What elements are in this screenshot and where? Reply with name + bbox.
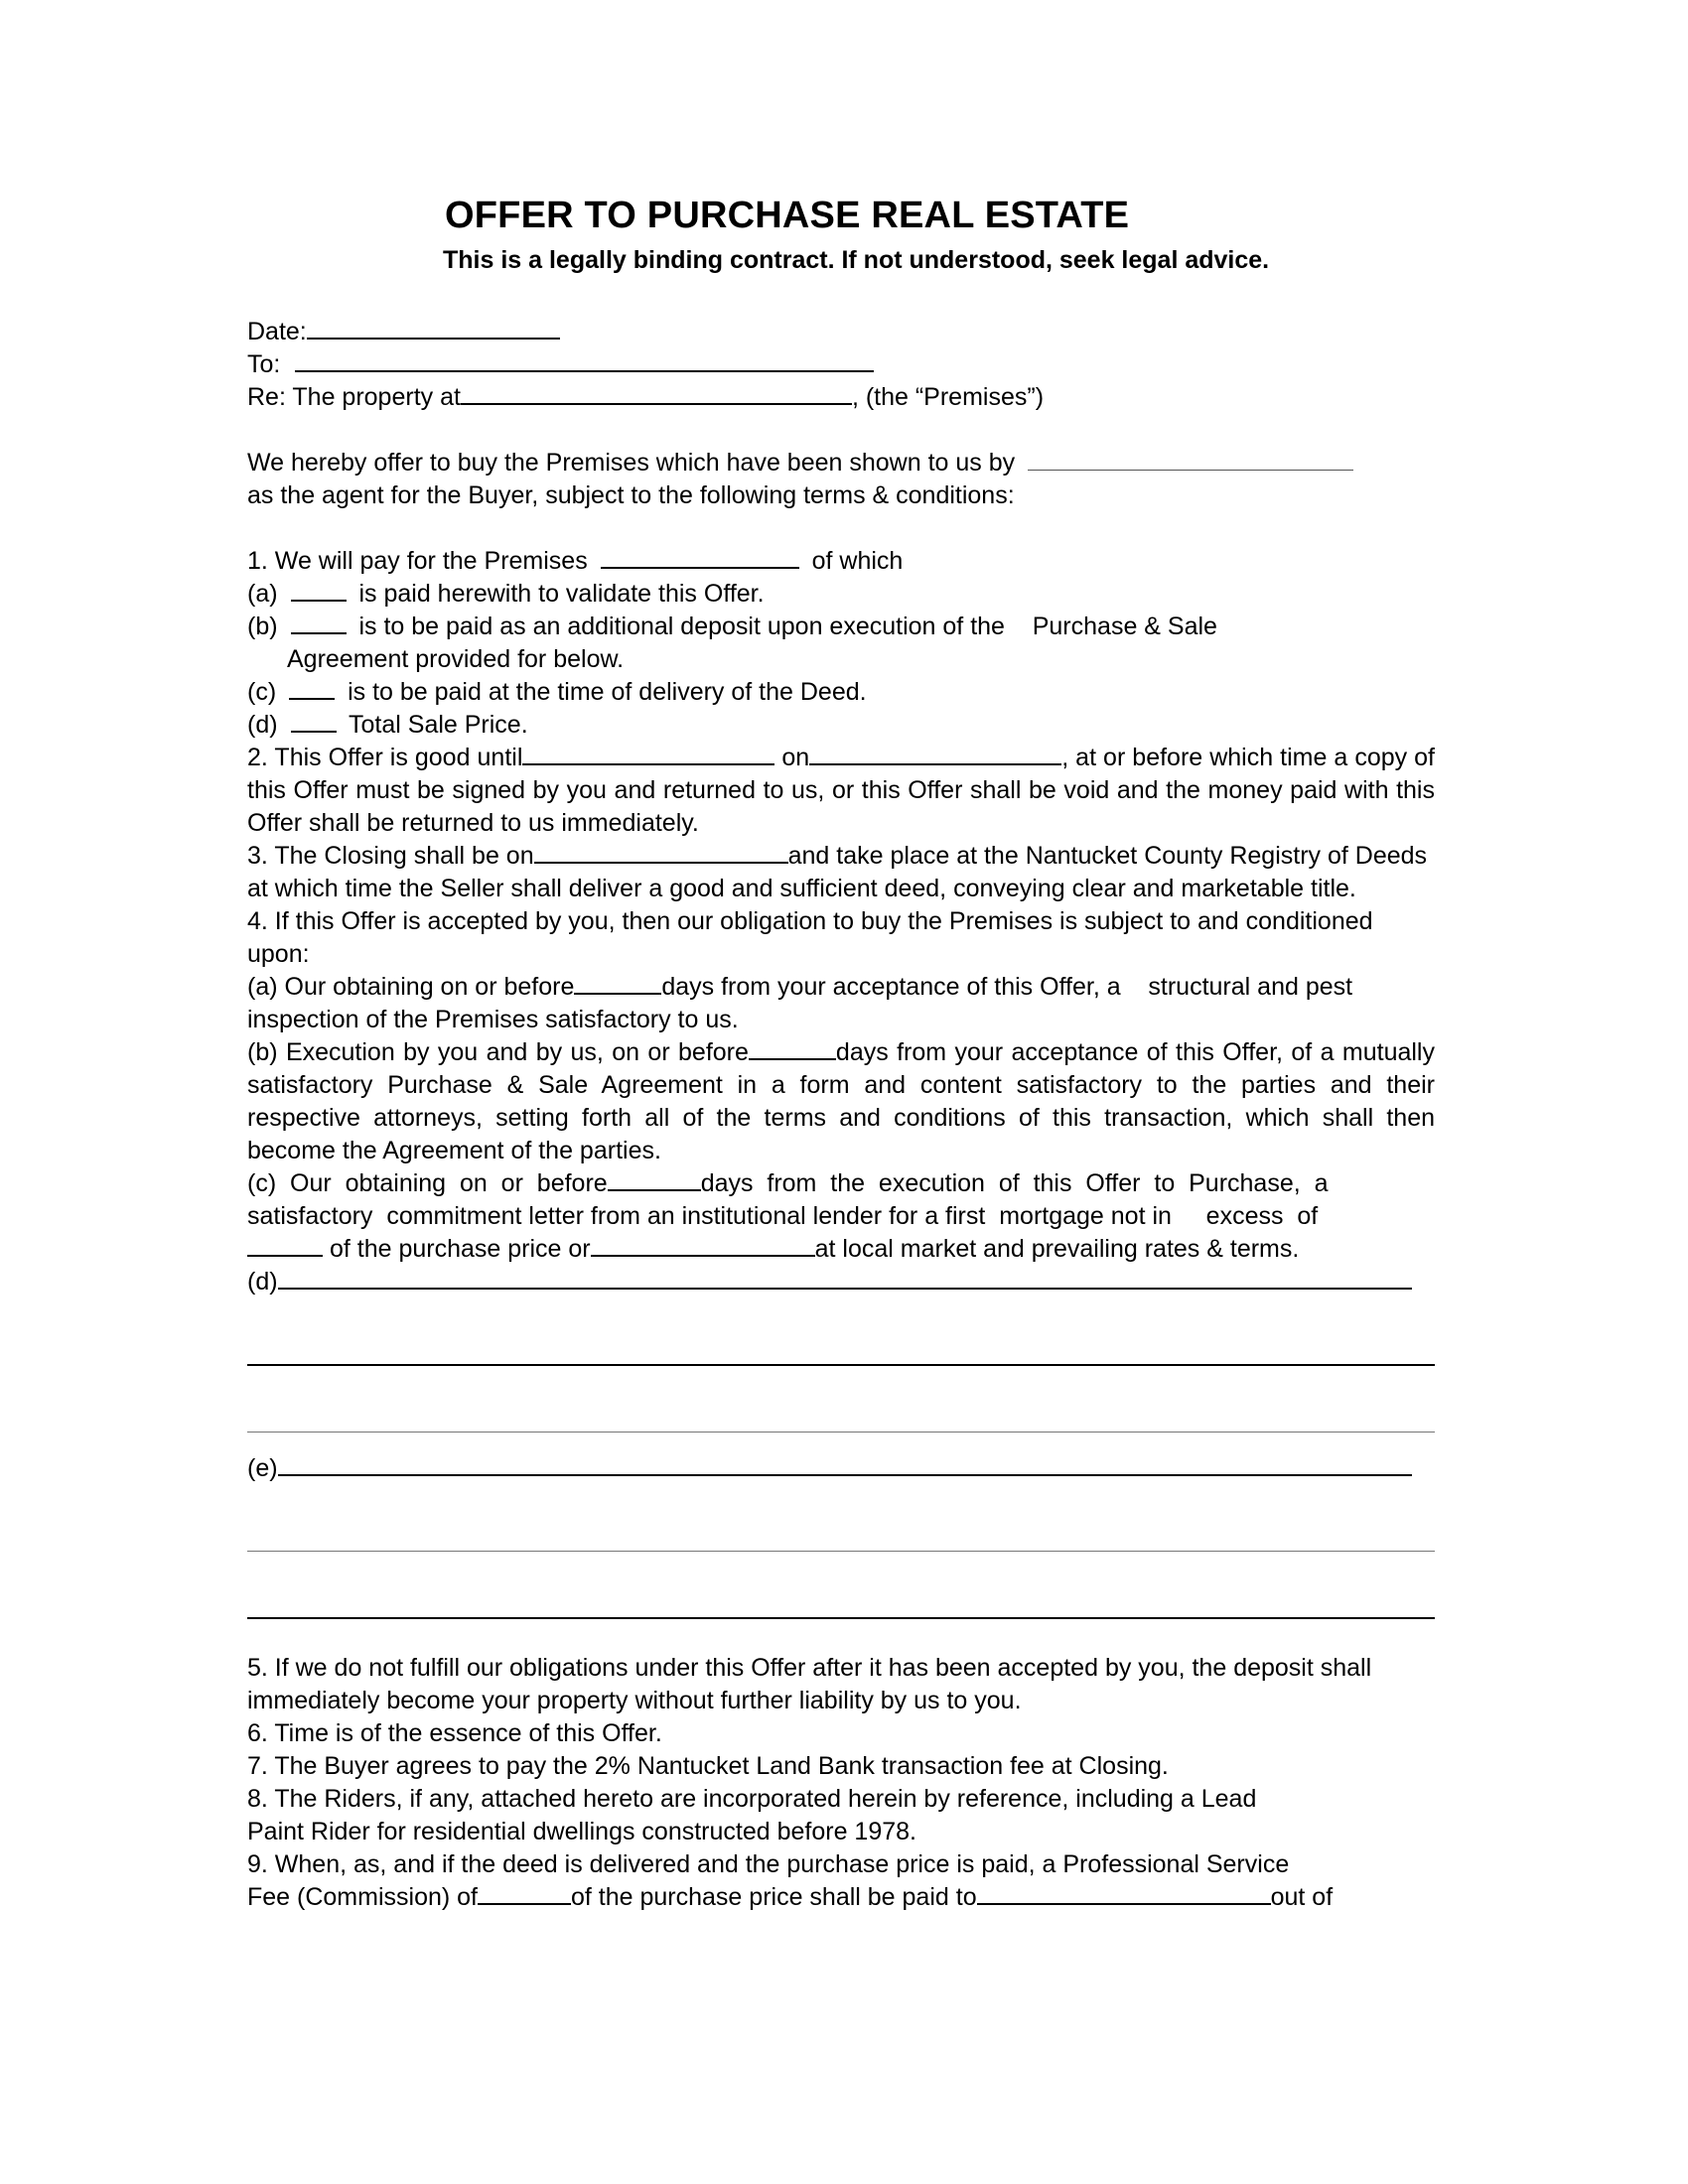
intro-text-1: We hereby offer to buy the Premises which have been shown to us by	[247, 449, 1016, 477]
mortgage-percent-field[interactable]	[247, 1255, 323, 1257]
term-1a-text: is paid herewith to validate this Offer.	[358, 580, 765, 608]
term-1a-label: (a)	[247, 580, 278, 608]
intro-line-2: as the agent for the Buyer, subject to the following terms & conditions:	[247, 481, 1015, 509]
term-1-suffix: of which	[811, 547, 904, 575]
term-9-text-c: out of	[1270, 1883, 1334, 1911]
term-4e	[247, 1452, 1435, 1485]
term-1	[247, 545, 1435, 578]
term-4b-text-b: days from your acceptance of this Offer, of a mutually satisfactory Purchase & Sale Agreement in a form and content satisfactory to the parties and their respective attorneys, setting forth all of the terms and conditions of this transaction, which shall then become the Agreement of the parties.	[247, 1038, 1435, 1164]
term-4c-text-a: (c) Our obtaining on or before	[247, 1169, 608, 1197]
to-label: To:	[247, 350, 281, 378]
term-5: 5. If we do not fulfill our obligations under this Offer after it has been accepted by you, the deposit shall immediately become your property without further liability by us to you.	[247, 1654, 1372, 1714]
date-line	[247, 316, 1435, 348]
term-1b-text: is to be paid as an additional deposit upon execution of the Purchase & Sale	[358, 613, 1217, 640]
term-9-text-b: of the purchase price shall be paid to	[571, 1883, 977, 1911]
term-4d-label: (d)	[247, 1268, 278, 1296]
term-2-text-c: , at or before which time a copy of this Offer must be signed by you and returned to us, or this Offer shall be void and the money paid with this Offer shall be returned to us immediately.	[247, 744, 1435, 837]
term-1d	[247, 709, 1435, 742]
term-4e-line-3[interactable]	[247, 1584, 1435, 1619]
offer-on-date-field[interactable]	[809, 763, 1061, 765]
closing-date-field[interactable]	[534, 862, 788, 864]
term-7: 7. The Buyer agrees to pay the 2% Nantucket Land Bank transaction fee at Closing.	[247, 1752, 1169, 1780]
term-4e-field[interactable]	[278, 1474, 1412, 1476]
term-2-text-b: on	[781, 744, 810, 771]
term-4d-line-3[interactable]	[247, 1399, 1435, 1433]
term-1c-field[interactable]	[289, 698, 335, 700]
term-4c-text-c: of the purchase price or	[329, 1235, 591, 1263]
mortgage-days-field[interactable]	[608, 1189, 701, 1191]
term-3	[247, 840, 1435, 905]
commission-payee-field[interactable]	[977, 1903, 1271, 1905]
document-subtitle: This is a legally binding contract. If not understood, seek legal advice.	[443, 246, 1270, 274]
term-4a-text-a: (a) Our obtaining on or before	[247, 973, 575, 1001]
term-1a	[247, 578, 1435, 611]
term-9-line-2	[247, 1881, 1435, 1914]
term-1c-text: is to be paid at the time of delivery of the Deed.	[348, 678, 867, 706]
term-4c	[247, 1167, 1435, 1266]
price-field[interactable]	[601, 567, 799, 569]
to-line	[247, 348, 1435, 381]
term-4a	[247, 971, 1435, 1036]
term-4a-text-b: days from your acceptance of this Offer, a structural and pest inspection of the Premises satisfactory to us.	[247, 973, 1360, 1033]
date-field[interactable]	[307, 338, 560, 340]
term-1d-label: (d)	[247, 711, 278, 739]
agreement-days-field[interactable]	[749, 1058, 836, 1060]
term-4b-text-a: (b) Execution by you and by us, on or before	[247, 1038, 749, 1066]
term-1c	[247, 676, 1435, 709]
term-4c-text-d: at local market and prevailing rates & terms.	[814, 1235, 1300, 1263]
re-label: Re: The property at	[247, 383, 461, 411]
term-1d-text: Total Sale Price.	[349, 711, 528, 739]
term-4: 4. If this Offer is accepted by you, then our obligation to buy the Premises is subject to and conditioned upon:	[247, 907, 1373, 968]
re-line	[247, 381, 1435, 414]
term-9-text-a: Fee (Commission) of	[247, 1883, 478, 1911]
term-4c-text-b: days from the execution of this Offer to Purchase, a satisfactory commitment letter from an institutional lender for a first mortgage not in excess of	[247, 1169, 1336, 1230]
re-suffix: , (the “Premises”)	[851, 383, 1045, 411]
to-field[interactable]	[295, 370, 874, 372]
term-1b-field[interactable]	[291, 632, 347, 634]
term-4d-line-2[interactable]	[247, 1331, 1435, 1366]
mortgage-amount-field[interactable]	[591, 1255, 815, 1257]
agent-field[interactable]	[1028, 470, 1353, 471]
intro-line-1	[247, 447, 1435, 479]
term-4e-line-2[interactable]	[247, 1518, 1435, 1552]
property-field[interactable]	[461, 403, 852, 405]
date-label: Date:	[247, 318, 307, 345]
offer-good-until-field[interactable]	[522, 763, 774, 765]
term-1a-field[interactable]	[291, 600, 347, 602]
term-3-text-a: 3. The Closing shall be on	[247, 842, 534, 870]
term-1c-label: (c)	[247, 678, 277, 706]
document-title: OFFER TO PURCHASE REAL ESTATE	[445, 195, 1130, 236]
term-6: 6. Time is of the essence of this Offer.	[247, 1719, 662, 1747]
term-2-text-a: 2. This Offer is good until	[247, 744, 523, 771]
term-1b	[247, 611, 1435, 643]
term-1d-field[interactable]	[291, 731, 337, 733]
document-body	[247, 316, 1435, 1914]
term-1-text: 1. We will pay for the Premises	[247, 547, 588, 575]
term-9-line-1: 9. When, as, and if the deed is delivered and the purchase price is paid, a Professional Service	[247, 1850, 1290, 1878]
commission-field[interactable]	[478, 1903, 571, 1905]
term-1b-label: (b)	[247, 613, 278, 640]
inspection-days-field[interactable]	[574, 993, 661, 995]
term-2	[247, 742, 1435, 840]
term-4e-label: (e)	[247, 1454, 278, 1482]
term-4d	[247, 1266, 1435, 1298]
term-4b	[247, 1036, 1435, 1167]
term-8-line-2: Paint Rider for residential dwellings constructed before 1978.	[247, 1818, 916, 1845]
term-8-line-1: 8. The Riders, if any, attached hereto are incorporated herein by reference, including a Lead	[247, 1785, 1257, 1813]
term-3-text-b: and take place at the Nantucket County Registry of Deeds at which time the Seller shall deliver a good and sufficient deed, conveying clear and marketable title.	[247, 842, 1428, 902]
term-4d-field[interactable]	[278, 1288, 1412, 1290]
term-4c-line-3	[247, 1233, 1435, 1266]
term-1b-cont: Agreement provided for below.	[287, 645, 625, 673]
